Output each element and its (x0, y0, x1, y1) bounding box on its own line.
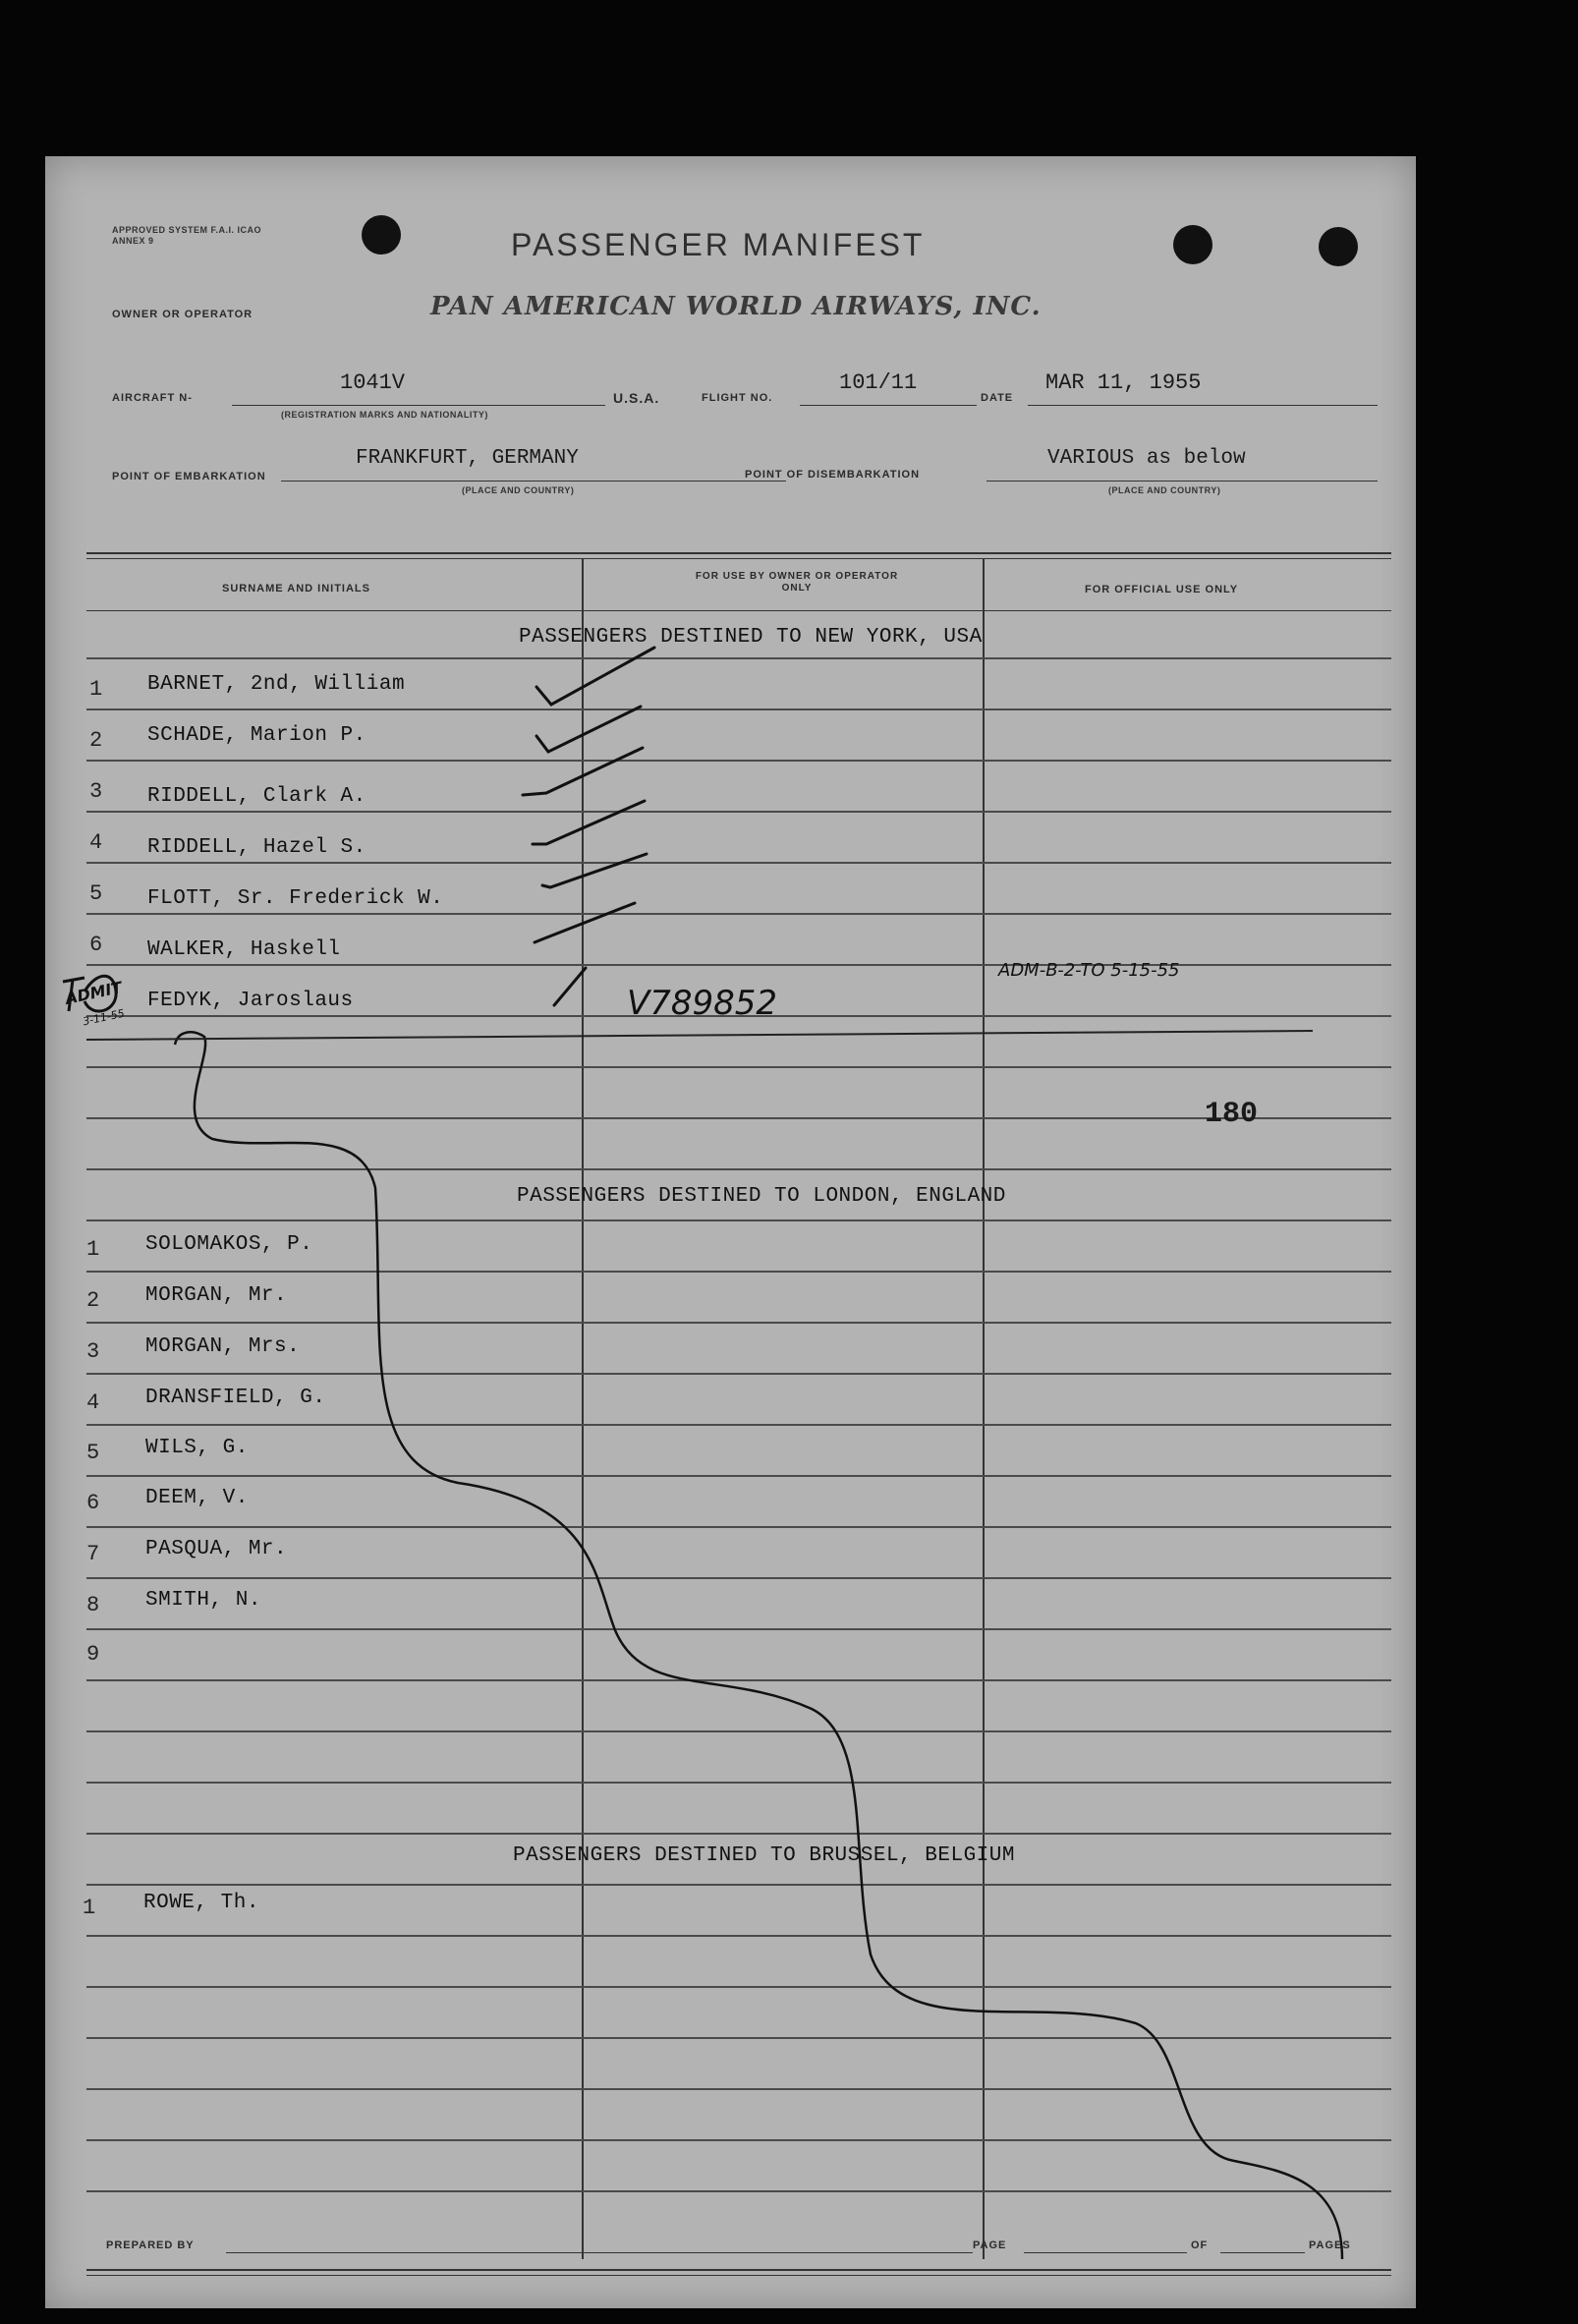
row-number: 6 (86, 1491, 100, 1515)
row-number: 1 (83, 1896, 96, 1920)
owner-label: OWNER OR OPERATOR (112, 309, 254, 320)
passenger-name: WALKER, Haskell (147, 938, 341, 961)
row-number: 7 (86, 1542, 100, 1566)
aircraft-label: AIRCRAFT N- (112, 392, 193, 404)
official-note: ADM-B-2-TO 5-15-55 (998, 960, 1180, 981)
registration-note: (REGISTRATION MARKS AND NATIONALITY) (281, 410, 488, 420)
row-number: 4 (86, 1390, 100, 1415)
pages-label: PAGES (1309, 2239, 1351, 2251)
disembark-place-note: (PLACE AND COUNTRY) (1108, 485, 1221, 495)
passenger-name: RIDDELL, Clark A. (147, 785, 366, 808)
page-label: PAGE (973, 2239, 1007, 2251)
row-number: 5 (86, 1441, 100, 1465)
passenger-name: BARNET, 2nd, William (147, 673, 406, 696)
aircraft-value: 1041V (340, 370, 406, 395)
passenger-name: SOLOMAKOS, P. (145, 1233, 313, 1256)
row-number: 3 (86, 1339, 100, 1364)
form-title: PASSENGER MANIFEST (511, 227, 926, 262)
row-number: 8 (86, 1593, 100, 1617)
disembark-label: POINT OF DISEMBARKATION (745, 469, 921, 481)
section-heading-new-york: PASSENGERS DESTINED TO NEW YORK, USA (519, 626, 983, 649)
of-underline (1220, 2252, 1305, 2253)
check-mark (523, 748, 643, 795)
footer-rule-2 (86, 2275, 1391, 2276)
passenger-name: RIDDELL, Hazel S. (147, 836, 366, 859)
row-number: 9 (86, 1642, 100, 1667)
embark-value: FRANKFURT, GERMANY (356, 447, 579, 470)
admit-stamp: ADMIT (63, 978, 124, 1008)
row-number: 1 (89, 677, 103, 702)
routing-line (175, 1032, 1342, 2259)
check-mark (542, 854, 647, 887)
passenger-name: SMITH, N. (145, 1589, 261, 1612)
check-mark (536, 707, 641, 752)
footer-rule (86, 2269, 1391, 2271)
check-mark (535, 903, 635, 942)
row-number: 4 (89, 830, 103, 855)
strike-line (86, 1031, 1313, 1040)
of-label: OF (1191, 2239, 1209, 2251)
handwriting-overlay (45, 156, 1416, 2308)
row-number: 2 (89, 728, 103, 753)
passenger-name: ROWE, Th. (143, 1892, 259, 1914)
row-number: 3 (89, 779, 103, 804)
passenger-name: PASQUA, Mr. (145, 1538, 288, 1560)
flight-label: FLIGHT NO. (702, 392, 773, 404)
section-heading-london: PASSENGERS DESTINED TO LONDON, ENGLAND (517, 1185, 1006, 1208)
usa-label: U.S.A. (613, 390, 660, 406)
approved-note: APPROVED SYSTEM F.A.I. ICAO ANNEX 9 (112, 225, 262, 246)
col-header-surname: SURNAME AND INITIALS (222, 583, 370, 595)
prepared-underline (226, 2252, 973, 2253)
passenger-name: WILS, G. (145, 1437, 249, 1459)
embark-label: POINT OF EMBARKATION (112, 471, 266, 482)
row-number: 2 (86, 1288, 100, 1313)
operator-name: PAN AMERICAN WORLD AIRWAYS, INC. (430, 292, 1042, 321)
section-heading-brussel: PASSENGERS DESTINED TO BRUSSEL, BELGIUM (513, 1844, 1015, 1867)
date-label: DATE (981, 392, 1014, 404)
check-mark (533, 801, 645, 844)
passenger-name: FLOTT, Sr. Frederick W. (147, 887, 444, 910)
passenger-name: MORGAN, Mr. (145, 1284, 288, 1307)
passenger-name: DRANSFIELD, G. (145, 1387, 326, 1409)
check-mark (554, 968, 586, 1005)
prepared-by-label: PREPARED BY (106, 2239, 195, 2251)
col-header-owner: FOR USE BY OWNER OR OPERATOR ONLY (695, 571, 899, 594)
passenger-name: SCHADE, Marion P. (147, 724, 366, 747)
passenger-name: MORGAN, Mrs. (145, 1335, 301, 1358)
row-number: 6 (89, 933, 103, 957)
row-number: 5 (89, 881, 103, 906)
manifest-sheet (45, 156, 1416, 2308)
margin-mark: 180 (1205, 1098, 1259, 1131)
passenger-name: FEDYK, Jaroslaus (147, 990, 354, 1012)
page-underline (1024, 2252, 1187, 2253)
disembark-value: VARIOUS as below (1047, 447, 1246, 470)
visa-number: V789852 (627, 984, 778, 1023)
col-header-official: FOR OFFICIAL USE ONLY (1085, 584, 1239, 595)
admit-stamp-date: 3-11-55 (82, 1006, 126, 1029)
row-number: 1 (86, 1237, 100, 1262)
embark-place-note: (PLACE AND COUNTRY) (462, 485, 575, 495)
check-mark (536, 648, 654, 705)
date-value: MAR 11, 1955 (1045, 370, 1202, 395)
passenger-name: DEEM, V. (145, 1487, 249, 1509)
flight-value: 101/11 (839, 370, 918, 395)
